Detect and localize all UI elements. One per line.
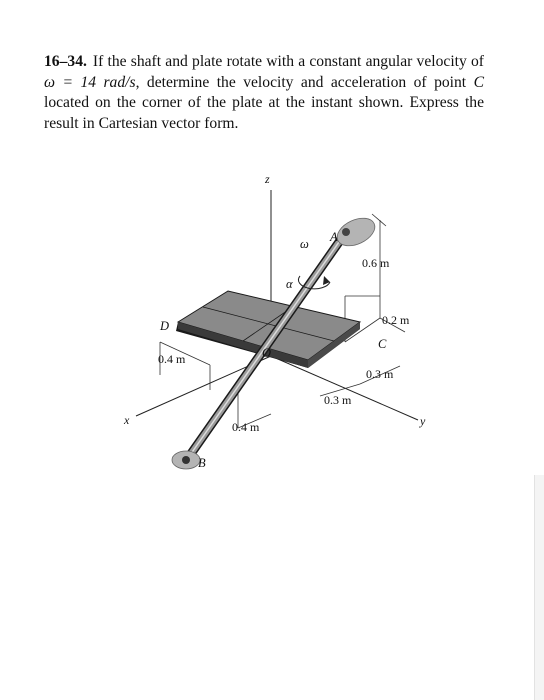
problem-text-part1: If the shaft and plate rotate with a constant angular velocity of	[92, 53, 484, 70]
point-b-label: B	[198, 456, 206, 470]
omega-symbol: ω	[300, 237, 309, 251]
dim-0-4-bottom-label: 0.4 m	[232, 420, 260, 434]
bearing-b-hub	[182, 456, 190, 464]
problem-text-part2: , determine the velocity and acceleration of point	[135, 73, 474, 91]
point-a-label: A	[330, 230, 338, 244]
point-o-label: O	[262, 346, 272, 360]
point-c-label: C	[378, 337, 387, 351]
y-axis-label: y	[420, 414, 426, 428]
point-d-label: D	[160, 319, 170, 333]
dim-0-4-left-label: 0.4 m	[158, 352, 186, 366]
alpha-symbol: α	[286, 277, 293, 291]
page-scrollbar[interactable]	[534, 475, 544, 700]
dim-0-3-front-label: 0.3 m	[324, 393, 352, 407]
dim-0-3-right-label: 0.3 m	[366, 367, 394, 381]
dim-0-6-label: 0.6 m	[362, 256, 390, 270]
problem-text-part3: located on the corner of the plate at the instant shown. Express the result in Cartesian vector form.	[44, 94, 484, 132]
y-axis	[271, 356, 418, 420]
point-c-ref: C	[473, 73, 484, 91]
bearing-a-hub	[342, 228, 350, 236]
x-axis-label: x	[124, 413, 130, 427]
z-axis-label: z	[265, 172, 270, 186]
dim-0-2-label: 0.2 m	[382, 313, 410, 327]
problem-number: 16–34.	[44, 53, 87, 70]
angular-velocity-value: ω = 14 rad/s	[44, 73, 136, 91]
